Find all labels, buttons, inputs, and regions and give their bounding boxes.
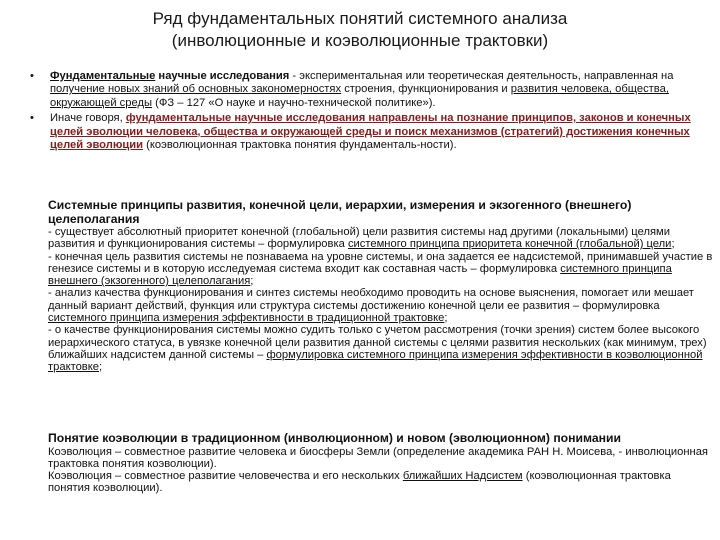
definition-underlined-1: получение новых знаний об основных [50,83,252,96]
principle-3 [48,287,714,324]
bullet-text [50,112,710,152]
principle-1-text: - существует абсолютный приоритет конечной (глобальной) цели развития системы над другими (локальными) целями развития и функционирования системы – формулировка [48,226,670,251]
definition-underlined-2: закономерностях [251,83,342,96]
highlighted-definition: фундаментальные научные исследования направлены на познание принципов, законов и конечных целей эволюции человека, общества и окружающей среды и поиск механизмов (стратегий) достижения конечных целей эволюции [50,112,691,152]
principle-4 [48,324,714,373]
principle-4-end: ; [99,361,103,374]
title-line-2: (инволюционные и коэволюционные трактовки) [171,31,549,50]
principles-heading: Системные принципы развития, конечной цели, иерархии, измерения и экзогенного (внешнего) целеполагания [48,198,632,226]
title-line-1: Ряд фундаментальных понятий системного анализа [152,9,568,28]
definition-text: - экспериментальная или теоретическая деятельность, направленная на [289,70,674,82]
coevolution-section [48,432,714,495]
coevolution-def-1: Коэволюция – совместное развитие человека и биосферы Земли (определение академика РАН Н. Моисева, - инволюционная трактовка понятия коэволюции). [48,445,708,470]
coevolution-def-2-term: ближайших Надсистем [402,470,523,483]
bullet-tail: (коэволюционная трактовка понятия фундаменталь-ности). [143,139,457,152]
bullet-item-2 [20,112,710,152]
law-reference: (ФЗ – 127 «О науке и научно-технической политике»). [152,96,436,109]
bullet-intro: Иначе говоря, [50,112,126,125]
principle-3-text: - анализ качества функционирования и синтез системы необходимо проводить на основе выяснения, помогает или мешает данный вариант действий, функция или структура системы достижению конечной цели ее развития – формулировка [48,287,694,312]
definition-underlined-3: развития человека, общества, окружающей среды [50,83,669,109]
principle-1 [48,226,714,251]
principles-section [48,199,714,374]
coevolution-def-2-end: (коэволюционная трактовка понятия коэволюции). [48,470,671,495]
principle-2-term: системного принципа внешнего (экзогенного) целеполагания [48,262,672,288]
slide-title [0,8,720,52]
principle-2-text: - конечная цель развития системы не познаваема на уровне системы, и она задается ее надсистемой, принимавшей участие в генезисе системы и в которую исследуемая система входит как составная часть – формулировка [48,250,713,275]
term-fundamental: Фундаментальные [50,70,156,82]
principle-2-end: ; [250,275,254,288]
coevolution-def-2 [48,470,714,495]
bullet-marker: • [30,112,34,125]
bullet-text [50,70,710,110]
principle-4-term: формулировка системного принципа измерения эффективности в коэволюционной трактовке [48,348,703,374]
bullet-marker: • [30,70,34,82]
principle-4-text: - о качестве функционирования системы можно судить только с учетом рассмотрения (точки зрения) систем более высокого иерархического статуса, в увязке конечной цели развития данной системы с целями развития нескольких (как минимум, трех) ближайших надсистем данной системы – [48,324,707,361]
principle-2 [48,251,714,288]
bullet-item-1 [20,70,710,110]
principle-1-end: ; [671,238,675,251]
definition-text-2: строения, функционирования и [341,83,511,96]
principle-1-term: системного принципа приоритета конечной (глобальной) цели [347,238,672,251]
bullet-list [20,70,710,152]
principle-3-end: ; [444,312,448,325]
coevolution-heading: Понятие коэволюции в традиционном (инволюционном) и новом (эволюционном) понимании [48,431,621,445]
principle-3-term: системного принципа измерения эффективности в традиционной трактовке [48,312,445,325]
coevolution-def-2-text: Коэволюция – совместное развитие человечества и его нескольких [48,470,403,483]
term-research: научные исследования [155,70,290,82]
